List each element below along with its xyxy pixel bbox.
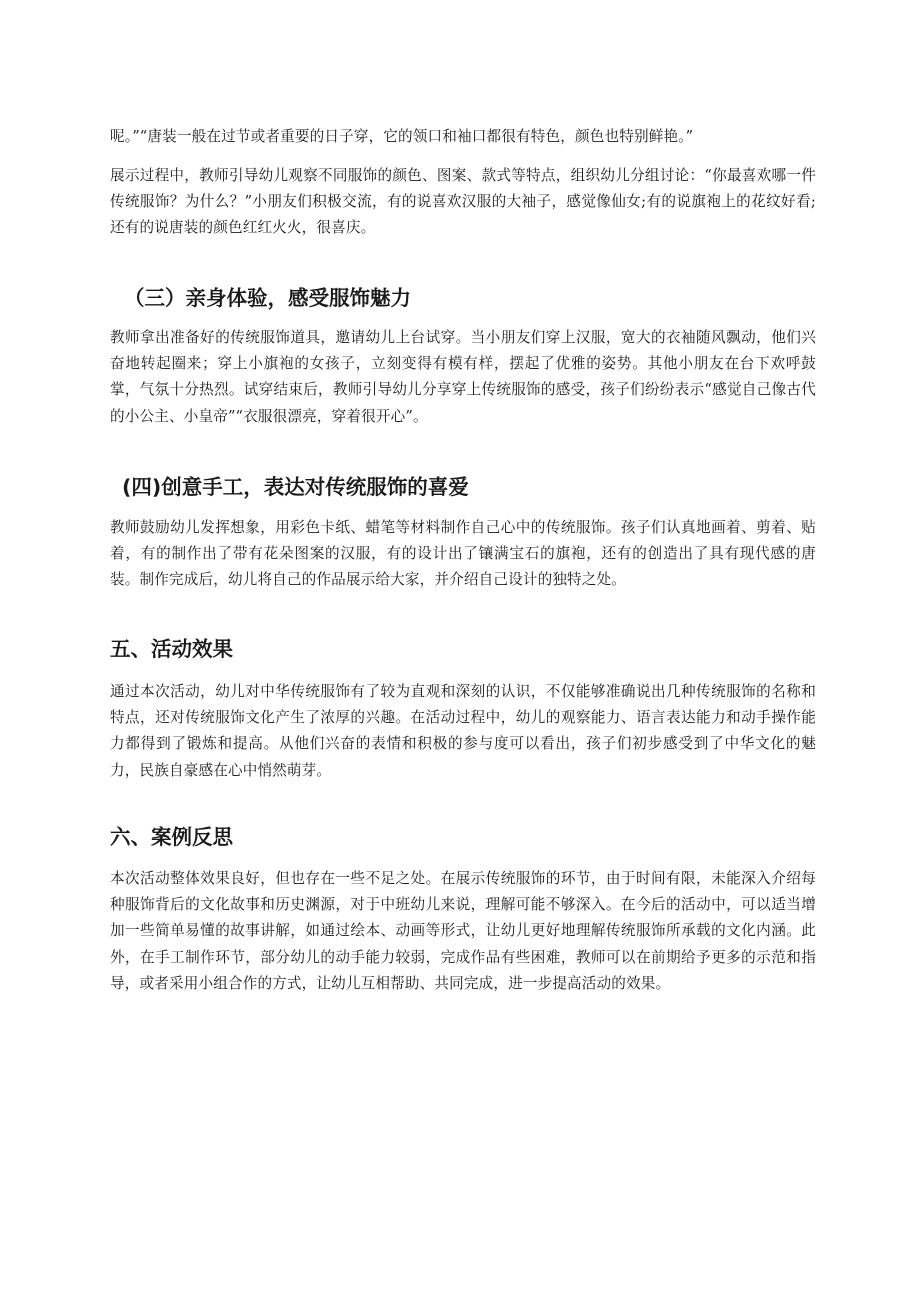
- heading-section-3: （三）亲身体验，感受服饰魅力: [124, 286, 411, 310]
- paragraph-display-discussion: 展示过程中，教师引导幼儿观察不同服饰的颜色、图案、款式等特点，组织幼儿分组讨论：“你最喜欢哪一件传统服饰？为什么？”小朋友们积极交流，有的说喜欢汉服的大袖子，感觉像仙女;有的说旗袍上的花纹好看;还有的说唐装的颜色红红火火，很喜庆。: [110, 167, 816, 237]
- heading-activity-effect: 五、活动效果: [110, 637, 233, 661]
- heading-case-reflection: 六、案例反思: [110, 825, 233, 849]
- paragraph-creative-handcraft: 教师鼓励幼儿发挥想象，用彩色卡纸、蜡笔等材料制作自己心中的传统服饰。孩子们认真地画着、剪着、贴着，有的制作出了带有花朵图案的汉服，有的设计出了镶满宝石的旗袍，还有的创造出了具有现代感的唐装。制作完成后，幼儿将自己的作品展示给大家，并介绍自己设计的独特之处。: [110, 519, 816, 589]
- paragraph-try-on-experience: 教师拿出准备好的传统服饰道具，邀请幼儿上台试穿。当小朋友们穿上汉服，宽大的衣袖随风飘动，他们兴奋地转起圈来；穿上小旗袍的女孩子，立刻变得有模有样，摆起了优雅的姿势。其他小朋友在台下欢呼鼓掌，气氛十分热烈。试穿结束后，教师引导幼儿分享穿上传统服饰的感受，孩子们纷纷表示“感觉自己像古代的小公主、小皇帝”“衣服很漂亮，穿着很开心”。: [110, 329, 816, 425]
- heading-section-4: (四)创意手工，表达对传统服饰的喜爱: [122, 475, 469, 499]
- paragraph-case-reflection: 本次活动整体效果良好，但也存在一些不足之处。在展示传统服饰的环节，由于时间有限，未能深入介绍每种服饰背后的文化故事和历史渊源，对于中班幼儿来说，理解可能不够深入。在今后的活动中，可以适当增加一些简单易懂的故事讲解，如通过绘本、动画等形式，让幼儿更好地理解传统服饰所承载的文化内涵。此外，在手工制作环节，部分幼儿的动手能力较弱，完成作品有些困难，教师可以在前期给予更多的示范和指导，或者采用小组合作的方式，让幼儿互相帮助、共同完成，进一步提高活动的效果。: [110, 870, 816, 992]
- paragraph-tang-suit-intro: 呢。”“唐装一般在过节或者重要的日子穿，它的领口和袖口都很有特色，颜色也特别鲜艳。”: [110, 128, 694, 145]
- paragraph-activity-effect: 通过本次活动，幼儿对中华传统服饰有了较为直观和深刻的认识，不仅能够准确说出几种传统服饰的名称和特点，还对传统服饰文化产生了浓厚的兴趣。在活动过程中，幼儿的观察能力、语言表达能力和动手操作能力都得到了锻炼和提高。从他们兴奋的表情和积极的参与度可以看出，孩子们初步感受到了中华文化的魅力，民族自豪感在心中悄然萌芽。: [110, 683, 816, 779]
